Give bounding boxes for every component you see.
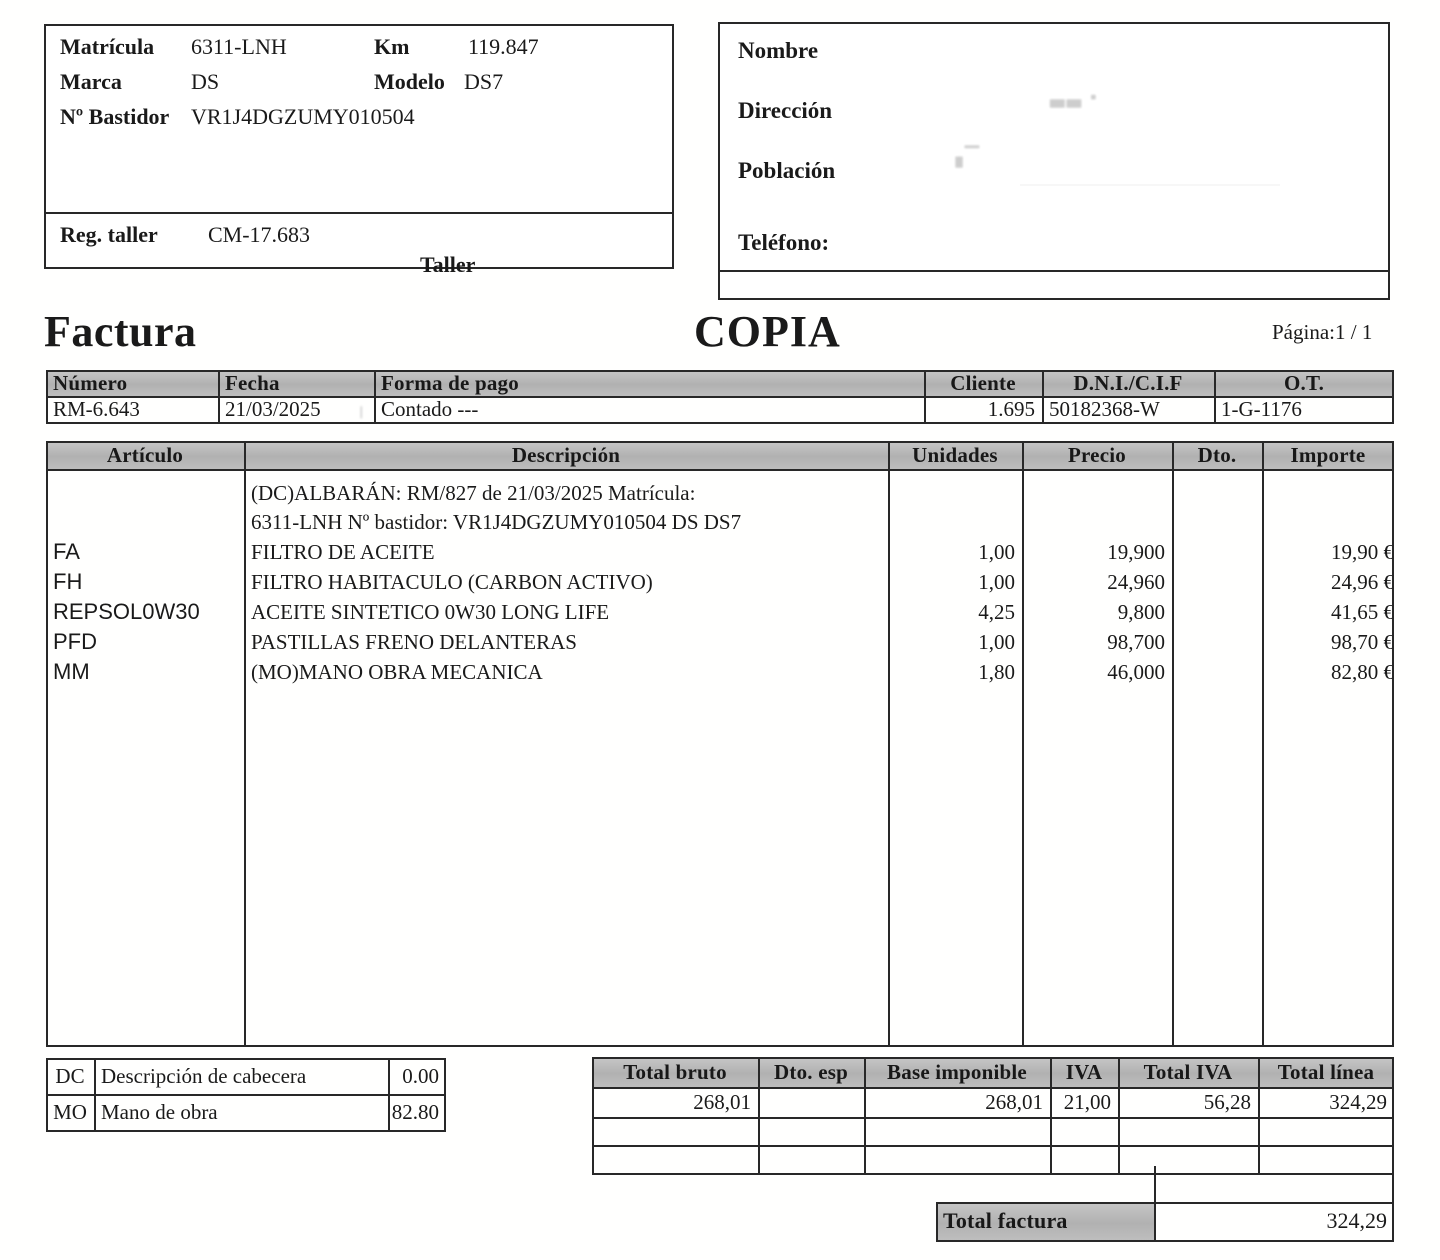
meta-header-cliente: Cliente — [924, 370, 1042, 396]
customer-info-box — [718, 22, 1390, 272]
totals-value-total-linea: 324,29 — [1329, 1089, 1387, 1114]
summary-amount: 0.00 — [402, 1063, 439, 1088]
modelo-value: DS7 — [464, 69, 504, 94]
summary-amount: 82.80 — [391, 1099, 439, 1124]
item-importe: 82,80 € — [1331, 659, 1394, 684]
item-importe: 41,65 € — [1331, 599, 1394, 624]
totals-header-base-imponible: Base imponible — [864, 1057, 1050, 1087]
totals-header-iva: IVA — [1050, 1057, 1118, 1087]
item-dto — [1172, 597, 1262, 627]
items-header-precio: Precio — [1022, 441, 1172, 469]
albaran-note-line-1: (DC)ALBARÁN: RM/827 de 21/03/2025 Matrícula: — [251, 481, 696, 505]
item-articulo: FH — [53, 569, 83, 594]
item-dto — [1172, 657, 1262, 687]
items-header-articulo: Artículo — [46, 441, 244, 469]
item-unidades: 1,80 — [978, 659, 1015, 684]
summary-code: DC — [55, 1063, 85, 1088]
item-descripcion: FILTRO DE ACEITE — [251, 539, 435, 564]
summary-label: Mano de obra — [101, 1099, 218, 1124]
meta-value-numero: RM-6.643 — [53, 396, 140, 421]
item-dto — [1172, 627, 1262, 657]
meta-header-numero: Número — [46, 370, 218, 396]
item-importe: 19,90 € — [1331, 539, 1394, 564]
reg-taller-value: CM-17.683 — [208, 222, 311, 247]
invoice-meta-table — [46, 370, 1394, 422]
bastidor-value: VR1J4DGZUMY010504 — [191, 104, 415, 129]
item-importe: 24,96 € — [1331, 569, 1394, 594]
scan-artifact: ꞁ — [359, 402, 366, 419]
telefono-label: Teléfono: — [738, 230, 830, 255]
matricula-value: 6311-LNH — [191, 34, 287, 59]
meta-header-fecha: Fecha — [218, 370, 374, 396]
taller-label: Taller — [420, 252, 476, 277]
scan-artifact — [1020, 184, 1280, 186]
item-precio: 19,900 — [1107, 539, 1165, 564]
cropped-footer-text — [46, 1249, 51, 1260]
item-articulo: MM — [53, 659, 90, 684]
totals-header-total-iva: Total IVA — [1118, 1057, 1258, 1087]
totals-header-total-bruto: Total bruto — [592, 1057, 758, 1087]
item-precio: 24,960 — [1107, 569, 1165, 594]
item-articulo: FA — [53, 539, 80, 564]
summary-code: MO — [53, 1099, 87, 1124]
item-articulo: REPSOL0W30 — [53, 599, 200, 624]
item-precio: 46,000 — [1107, 659, 1165, 684]
item-unidades: 1,00 — [978, 629, 1015, 654]
totals-value-base-imponible: 268,01 — [985, 1089, 1043, 1114]
items-header-unidades: Unidades — [888, 441, 1022, 469]
bastidor-label: Nº Bastidor — [60, 104, 170, 129]
scan-artifact: ▃▃ ▪ — [1050, 87, 1099, 108]
item-descripcion: (MO)MANO OBRA MECANICA — [251, 659, 543, 684]
meta-value-dni: 50182368-W — [1049, 396, 1160, 421]
km-value: 119.847 — [468, 34, 539, 59]
item-descripcion: ACEITE SINTETICO 0W30 LONG LIFE — [251, 599, 610, 624]
item-dto — [1172, 537, 1262, 567]
meta-value-fecha: 21/03/2025 — [225, 396, 321, 421]
items-header-dto: Dto. — [1172, 441, 1262, 469]
matricula-label: Matrícula — [60, 34, 155, 59]
km-label: Km — [374, 34, 410, 59]
item-precio: 9,800 — [1117, 599, 1165, 624]
item-articulo: PFD — [53, 629, 97, 654]
total-factura-label: Total factura — [936, 1202, 1154, 1240]
totals-table — [592, 1057, 1394, 1173]
totals-header-total-linea: Total línea — [1258, 1057, 1394, 1087]
totals-header-dto-esp: Dto. esp — [758, 1057, 864, 1087]
item-dto — [1172, 567, 1262, 597]
items-header-descripcion: Descripción — [244, 441, 888, 469]
albaran-note-line-2: 6311-LNH Nº bastidor: VR1J4DGZUMY010504 DS DS7 — [251, 510, 742, 534]
vehicle-info-box — [44, 24, 674, 277]
item-unidades: 1,00 — [978, 539, 1015, 564]
nombre-label: Nombre — [738, 38, 819, 63]
meta-value-forma-pago: Contado --- — [381, 396, 479, 421]
total-factura-value: 324,29 — [1326, 1208, 1387, 1233]
totals-value-total-iva: 56,28 — [1203, 1089, 1251, 1114]
scan-artifact: ▗▔ — [948, 147, 982, 168]
page-indicator: Página:1 / 1 — [1272, 320, 1373, 344]
vehicle-box-divider — [46, 212, 672, 214]
item-precio: 98,700 — [1107, 629, 1165, 654]
item-unidades: 1,00 — [978, 569, 1015, 594]
meta-value-cliente: 1.695 — [987, 396, 1035, 421]
poblacion-label: Población — [738, 158, 836, 183]
marca-value: DS — [191, 69, 220, 94]
item-descripcion: FILTRO HABITACULO (CARBON ACTIVO) — [251, 569, 653, 594]
concept-summary-box — [46, 1058, 446, 1130]
totals-value-iva: 21,00 — [1063, 1089, 1111, 1114]
meta-value-ot: 1-G-1176 — [1221, 396, 1302, 421]
meta-header-dni: D.N.I./C.I.F — [1042, 370, 1214, 396]
customer-box-footer — [718, 272, 1390, 300]
reg-taller-label: Reg. taller — [60, 222, 158, 247]
item-unidades: 4,25 — [978, 599, 1015, 624]
copy-watermark-title: COPIA — [694, 307, 841, 356]
direccion-label: Dirección — [738, 98, 833, 123]
marca-label: Marca — [60, 69, 122, 94]
totals-value-total-bruto: 268,01 — [693, 1089, 751, 1114]
total-factura-row — [936, 1202, 1394, 1240]
summary-label: Descripción de cabecera — [101, 1063, 307, 1088]
items-header-importe: Importe — [1262, 441, 1394, 469]
modelo-label: Modelo — [374, 69, 445, 94]
meta-header-ot: O.T. — [1214, 370, 1394, 396]
item-importe: 98,70 € — [1331, 629, 1394, 654]
line-items-table — [46, 441, 1394, 1045]
page-title: Factura — [44, 307, 197, 356]
meta-header-forma-pago: Forma de pago — [374, 370, 924, 396]
item-descripcion: PASTILLAS FRENO DELANTERAS — [251, 629, 577, 654]
totals-value-dto-esp — [758, 1087, 864, 1117]
